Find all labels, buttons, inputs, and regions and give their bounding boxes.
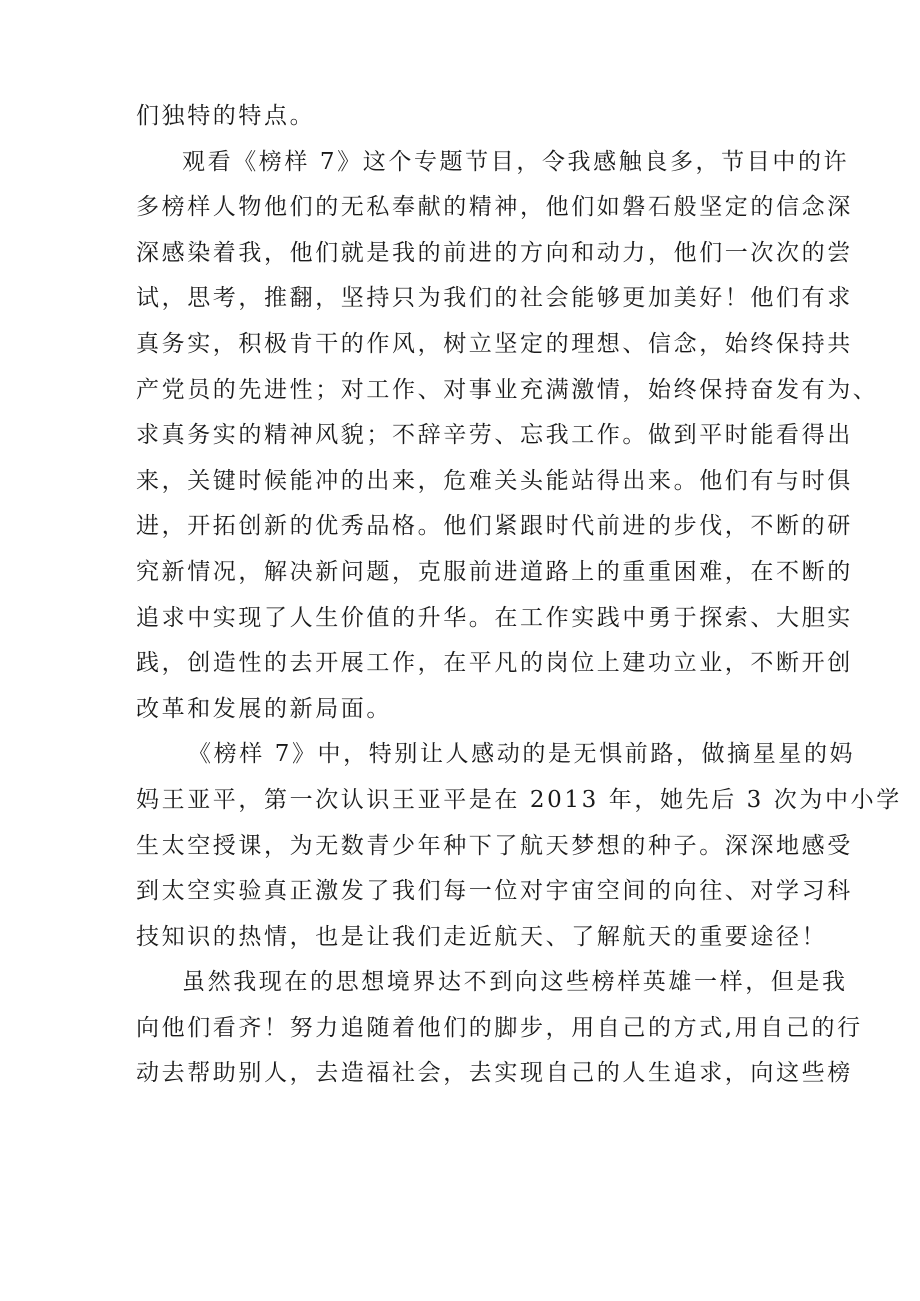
paragraph-2 bbox=[136, 140, 879, 733]
text-line: 究新情况，解决新问题，克服前进道路上的重重困难，在不断的 bbox=[136, 558, 853, 585]
text-line: 向他们看齐！努力追随着他们的脚步，用自己的方式,用自己的行 bbox=[136, 1014, 863, 1041]
text-line: 深感染着我，他们就是我的前进的方向和动力，他们一次次的尝 bbox=[136, 239, 853, 266]
text-line: 动去帮助别人，去造福社会，去实现自己的人生追求，向这些榜 bbox=[136, 1060, 853, 1087]
text-line: 试，思考，推翻，坚持只为我们的社会能够更加美好！他们有求 bbox=[136, 285, 853, 312]
text-line: 多榜样人物他们的无私奉献的精神，他们如磐石般坚定的信念深 bbox=[136, 194, 853, 221]
text-line: 追求中实现了人生价值的升华。在工作实践中勇于探索、大胆实 bbox=[136, 604, 853, 631]
text-line: 们独特的特点。 bbox=[136, 103, 316, 129]
text-line: 生太空授课，为无数青少年种下了航天梦想的种子。深深地感受 bbox=[136, 832, 853, 859]
document-body bbox=[136, 94, 902, 1097]
text-line: 真务实，积极肯干的作风，树立坚定的理想、信念，始终保持共 bbox=[136, 330, 853, 357]
text-line: 到太空实验真正激发了我们每一位对宇宙空间的向往、对学习科 bbox=[136, 878, 853, 905]
text-line: 妈王亚平，第一次认识王亚平是在 2013 年，她先后 3 次为中小学 bbox=[136, 786, 902, 813]
text-line: 产党员的先进性；对工作、对事业充满激情，始终保持奋发有为、 bbox=[136, 376, 879, 403]
text-line: 技知识的热情，也是让我们走近航天、了解航天的重要途径！ bbox=[136, 923, 828, 950]
text-line: 《榜样 7》中，特别让人感动的是无惧前路，做摘星星的妈 bbox=[188, 741, 856, 768]
text-line: 进，开拓创新的优秀品格。他们紧跟时代前进的步伐，不断的研 bbox=[136, 513, 853, 540]
paragraph-4 bbox=[136, 960, 863, 1097]
text-line: 观看《榜样 7》这个专题节目，令我感触良多，节目中的许 bbox=[182, 148, 850, 175]
text-line: 改革和发展的新局面。 bbox=[136, 695, 392, 722]
text-line: 虽然我现在的思想境界达不到向这些榜样英雄一样，但是我 bbox=[182, 969, 848, 996]
text-line: 来，关键时候能冲的出来，危难关头能站得出来。他们有与时俱 bbox=[136, 467, 853, 494]
text-line: 求真务实的精神风貌；不辞辛劳、忘我工作。做到平时能看得出 bbox=[136, 422, 853, 449]
paragraph-3 bbox=[136, 732, 902, 960]
text-line: 践，创造性的去开展工作，在平凡的岗位上建功立业，不断开创 bbox=[136, 650, 853, 677]
paragraph-1 bbox=[136, 94, 796, 140]
